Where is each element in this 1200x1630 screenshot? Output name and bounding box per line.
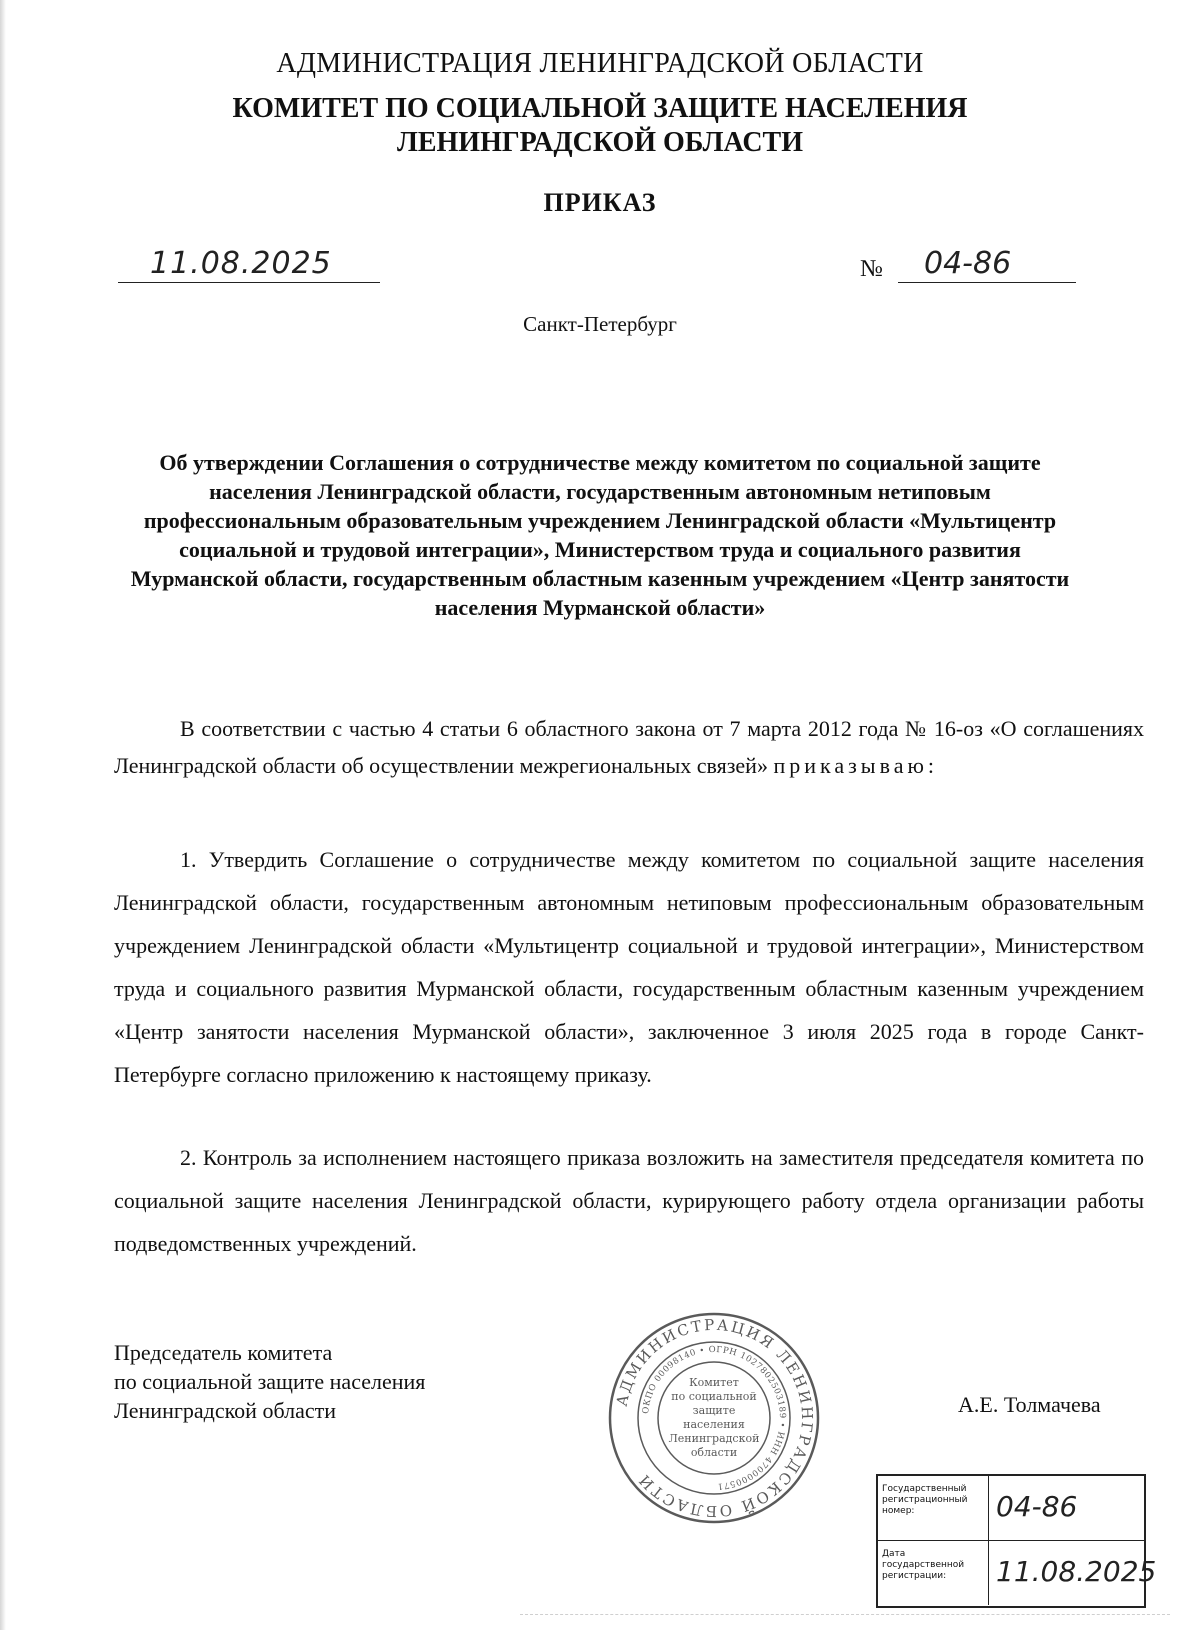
registration-date-row bbox=[878, 1541, 1157, 1605]
seal-center-line6: области bbox=[690, 1446, 738, 1459]
registration-divider bbox=[988, 1541, 989, 1605]
registration-number-value: 04-86 bbox=[996, 1490, 1078, 1523]
registration-date-value: 11.08.2025 bbox=[996, 1555, 1157, 1588]
scan-bottom-edge bbox=[520, 1614, 1170, 1615]
city-name: Санкт-Петербург bbox=[523, 312, 677, 336]
order-subject: Об утверждении Соглашения о сотрудничестве между комитетом по социальной защите населения Ленинградской области, государственным автономным нетиповым профессиональным образовательным учреждением Ленинградской области «Мультицентр социальной и трудовой интеграции», Министерством труда и социального развития Мурманской области, государственным областным казенным учреждением «Центр занятости населения Мурманской области» bbox=[130, 450, 1070, 620]
registration-number-label: Государственный регистрационный номер: bbox=[882, 1484, 968, 1516]
signatory-title-line2: по социальной защите населения bbox=[114, 1369, 426, 1394]
seal-center-line4: населения bbox=[683, 1418, 745, 1431]
signatory-name: А.Е. Толмачева bbox=[958, 1392, 1101, 1417]
seal-center-line2: по социальной bbox=[671, 1390, 757, 1403]
registration-box bbox=[876, 1474, 1157, 1608]
order-number-handwritten: 04-86 bbox=[924, 246, 1012, 281]
seal-outer-text: АДМИНИСТРАЦИЯ ЛЕНИНГРАДСКОЙ ОБЛАСТИ bbox=[612, 1315, 817, 1521]
number-label: № bbox=[860, 256, 883, 282]
registration-divider bbox=[988, 1476, 989, 1540]
order-item-1: 1. Утвердить Соглашение о сотрудничестве между комитетом по социальной защите населения Ленинградской области, государственным автономным нетиповым профессиональным образовательным учреждением Ленинградской области «Мультицентр социальной и трудовой интеграции», Министерством труда и социального развития Мурманской области, государственным областным казенным учреждением «Центр занятости населения Мурманской области», заключенное 3 июля 2025 года в городе Санкт-Петербурге согласно приложению к настоящему приказу. bbox=[114, 847, 1144, 1087]
preamble-text: В соответствии с частью 4 статьи 6 областного закона от 7 марта 2012 года № 16-оз «О соглашениях Ленинградской области об осуществлении межрегиональных связей» bbox=[114, 716, 1144, 778]
number-underline bbox=[898, 282, 1076, 283]
signatory-title bbox=[114, 1338, 425, 1425]
seal-center-line5: Ленинградской bbox=[668, 1432, 760, 1445]
registration-number-row bbox=[878, 1476, 1144, 1541]
committee-heading-line2: ЛЕНИНГРАДСКОЙ ОБЛАСТИ bbox=[396, 127, 804, 158]
date-underline bbox=[118, 282, 380, 283]
order-item-2: 2. Контроль за исполнением настоящего приказа возложить на заместителя председателя комитета по социальной защите населения Ленинградской области, курирующего работу отдела организации работы подведомственных учреждений. bbox=[114, 1145, 1144, 1256]
registration-date-label: Дата государственной регистрации: bbox=[882, 1549, 965, 1581]
scan-edge bbox=[0, 0, 6, 1630]
official-seal bbox=[606, 1310, 822, 1526]
seal-inner-ring-text: ОКПО 00098140 • ОГРН 1027802503189 • ИНН 4700000571 bbox=[641, 1344, 788, 1491]
signatory-title-line3: Ленинградской области bbox=[114, 1398, 336, 1423]
seal-center-line3: защите bbox=[692, 1404, 736, 1417]
document-type: ПРИКАЗ bbox=[543, 188, 657, 217]
signatory-title-line1: Председатель комитета bbox=[114, 1340, 333, 1365]
administration-heading: АДМИНИСТРАЦИЯ ЛЕНИНГРАДСКОЙ ОБЛАСТИ bbox=[276, 48, 924, 79]
seal-center-line1: Комитет bbox=[689, 1376, 739, 1389]
committee-heading-line1: КОМИТЕТ ПО СОЦИАЛЬНОЙ ЗАЩИТЕ НАСЕЛЕНИЯ bbox=[232, 93, 968, 124]
order-date-handwritten: 11.08.2025 bbox=[150, 246, 332, 281]
preamble-paragraph bbox=[114, 710, 1144, 784]
order-word: приказываю: bbox=[773, 753, 939, 778]
